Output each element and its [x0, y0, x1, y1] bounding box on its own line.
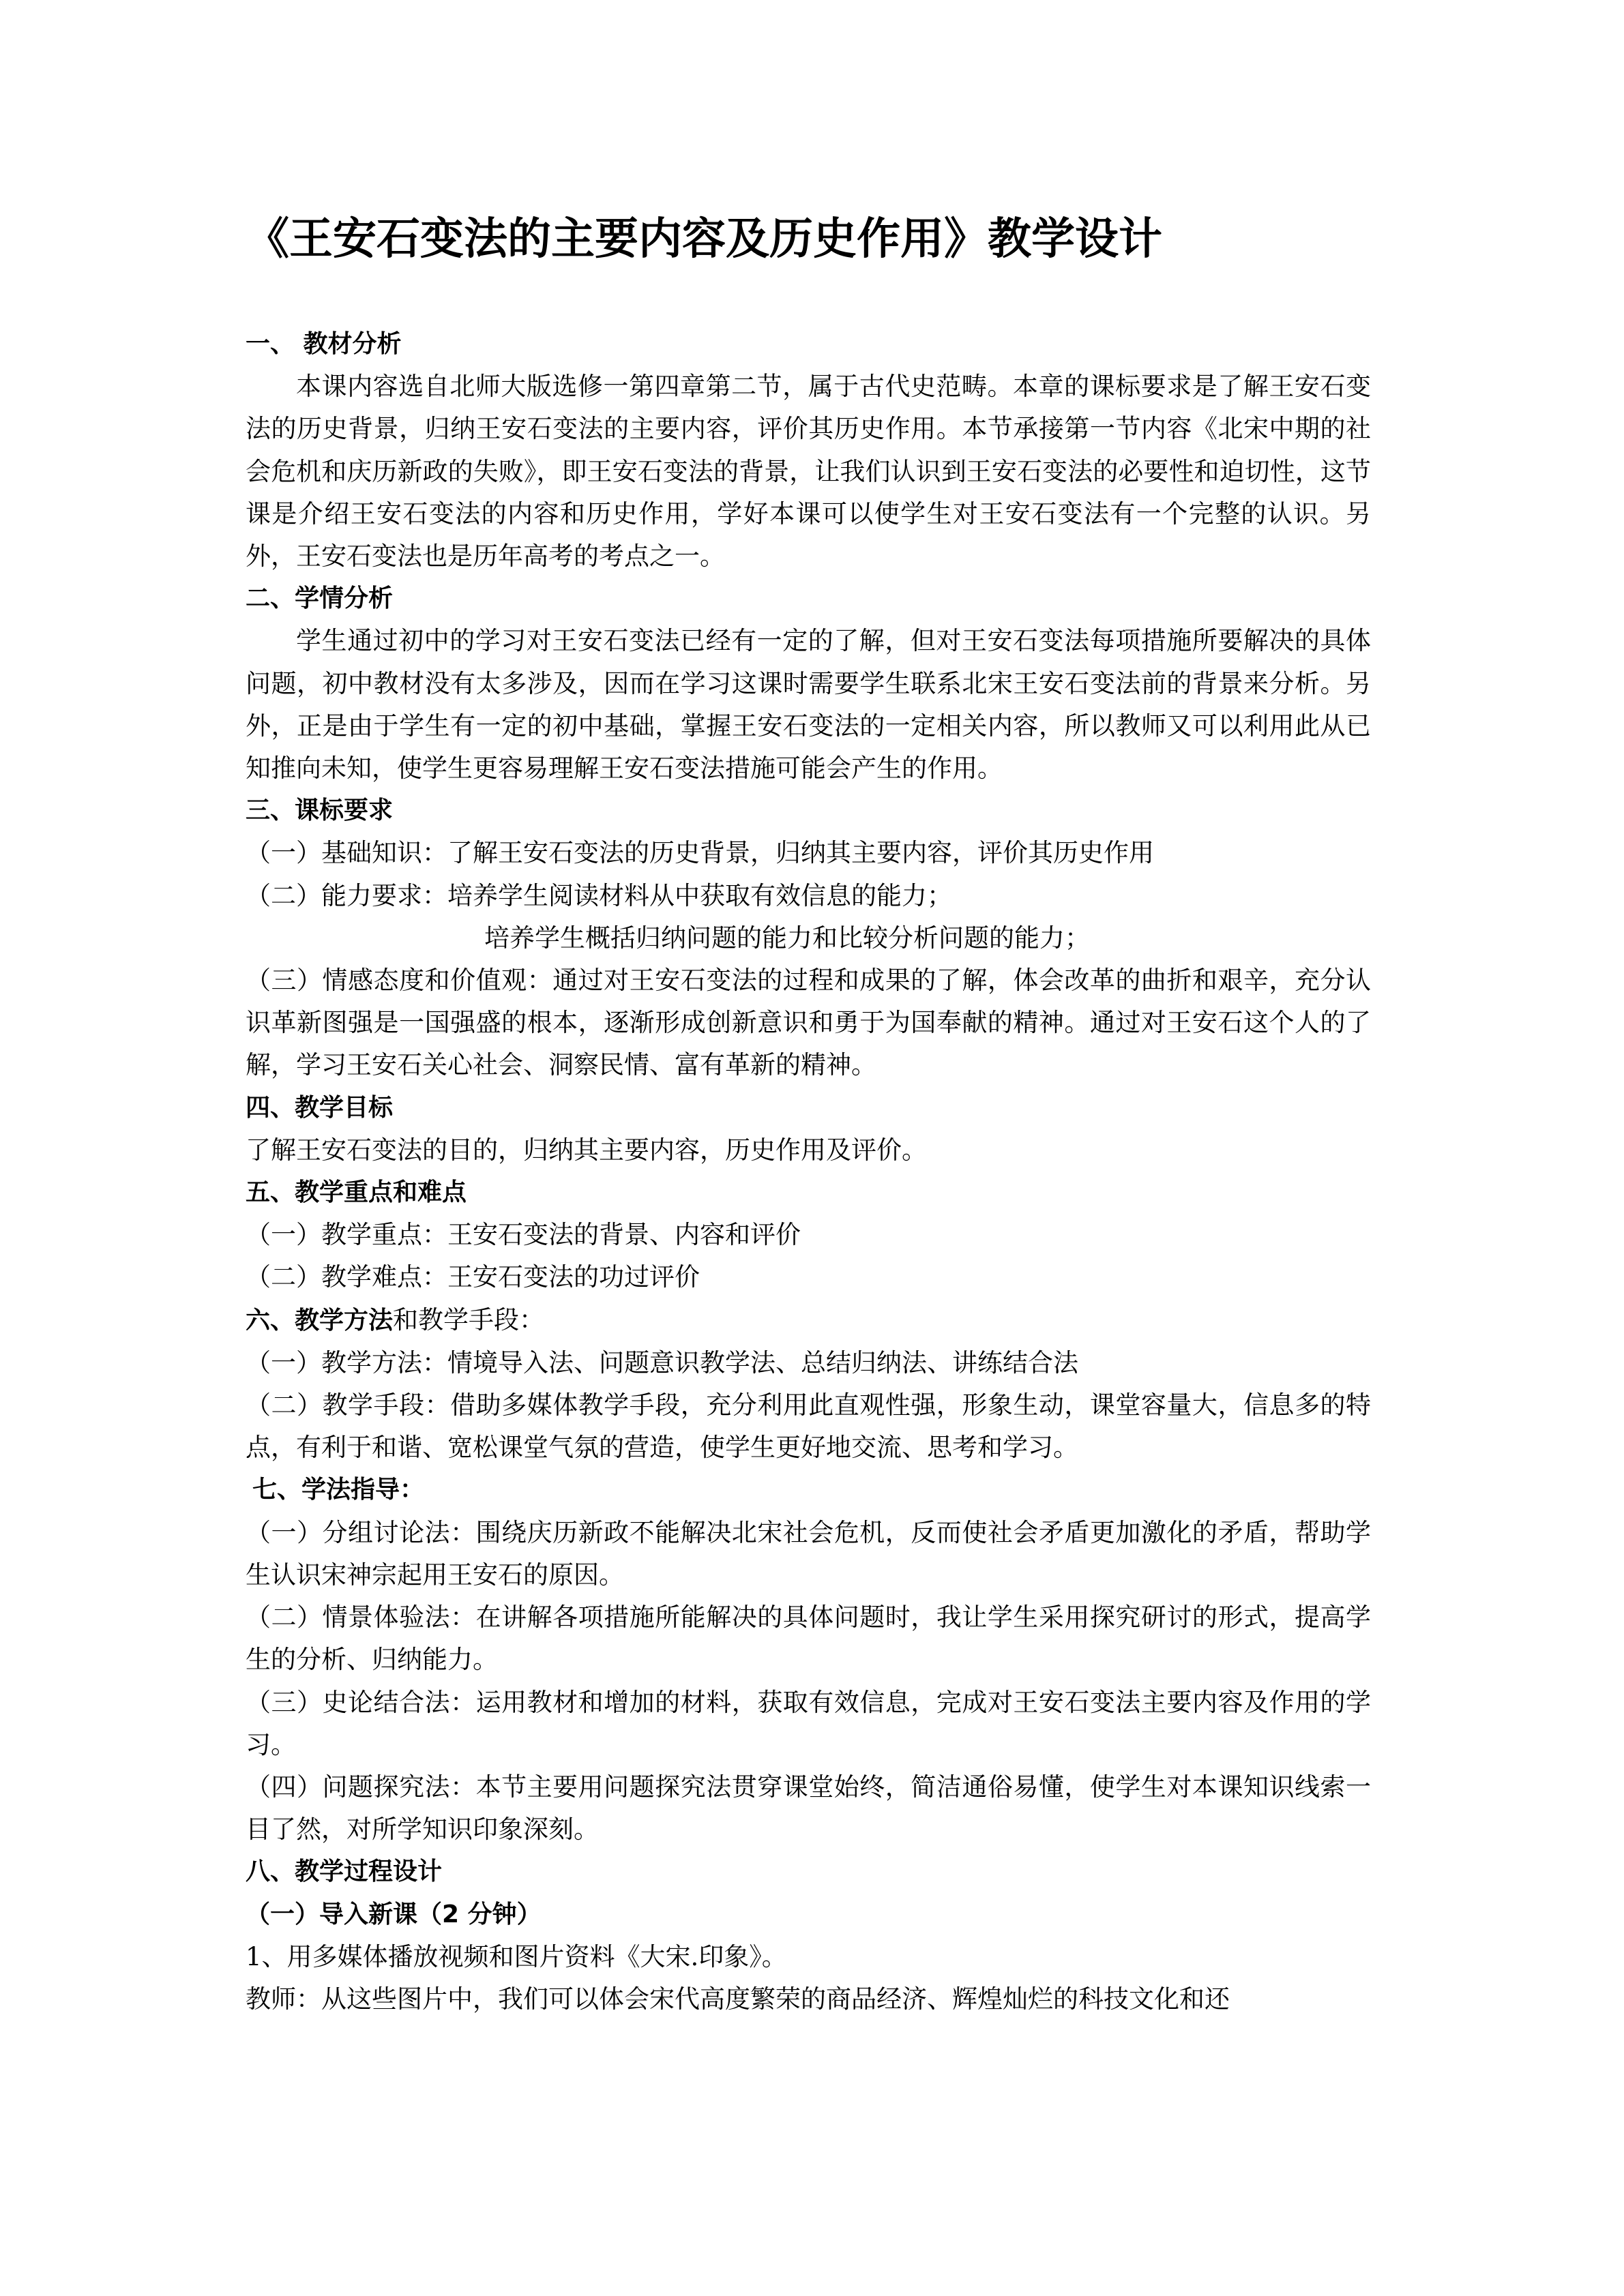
section-heading-teaching-process: 八、教学过程设计 — [246, 1858, 443, 1886]
study-method-problem-inquiry: （四）问题探究法：本节主要用问题探究法贯穿课堂始终，简洁通俗易懂，使学生对本课知识线索一目了然，对所学知识印象深刻。 — [246, 1772, 1371, 1845]
textbook-analysis-paragraph: 本课内容选自北师大版选修一第四章第二节，属于古代史范畴。本章的课标要求是了解王安石变法的历史背景，归纳王安石变法的主要内容，评价其历史作用。本节承接第一节内容《北宋中期的社会危机和庆历新政的失败》，即王安石变法的背景，让我们认识到王安石变法的必要性和迫切性，这节课是介绍王安石变法的内容和历史作用，学好本课可以使学生对王安石变法有一个完整的认识。另外，王安石变法也是历年高考的考点之一。 — [246, 372, 1371, 571]
section-heading-key-and-difficult-points: 五、教学重点和难点 — [246, 1178, 467, 1207]
teaching-process-introduction-heading: （一）导入新课（2 分钟） — [246, 1900, 542, 1928]
section-heading-textbook-analysis: 一、 教材分析 — [246, 330, 402, 358]
section-heading-teaching-objectives: 四、教学目标 — [246, 1093, 394, 1122]
curriculum-ability-requirement-continued: 培养学生概括归纳问题的能力和比较分析问题的能力； — [484, 923, 1090, 953]
study-method-scenario-experience: （二）情景体验法：在讲解各项措施所能解决的具体问题时，我让学生采用探究研讨的形式，提高学生的分析、归纳能力。 — [246, 1602, 1371, 1675]
teaching-methods-heading-rest: 和教学手段： — [393, 1304, 545, 1335]
document-body — [246, 323, 1371, 2021]
teaching-key-point: （一）教学重点：王安石变法的背景、内容和评价 — [246, 1220, 801, 1250]
curriculum-basic-knowledge: （一）基础知识：了解王安石变法的历史背景，归纳其主要内容，评价其历史作用 — [246, 838, 1154, 868]
curriculum-emotion-values: （三）情感态度和价值观：通过对王安石变法的过程和成果的了解，体会改革的曲折和艰辛，充分认识革新图强是一国强盛的根本，逐渐形成创新意识和勇于为国奉献的精神。通过对王安石这个人的了解，学习王安石关心社会、洞察民情、富有革新的精神。 — [246, 966, 1371, 1080]
teaching-objectives-paragraph: 了解王安石变法的目的，归纳其主要内容，历史作用及评价。 — [246, 1135, 927, 1165]
teaching-process-line-1: 1、用多媒体播放视频和图片资料《大宋.印象》。 — [246, 1941, 787, 1971]
curriculum-ability-requirement: （二）能力要求：培养学生阅读材料从中获取有效信息的能力； — [246, 880, 952, 910]
teaching-process-line-2: 教师：从这些图片中，我们可以体会宋代高度繁荣的商品经济、辉煌灿烂的科技文化和还 — [246, 1984, 1230, 2014]
teaching-methods-item: （一）教学方法：情境导入法、问题意识教学法、总结归纳法、讲练结合法 — [246, 1347, 1078, 1377]
section-heading-student-analysis: 二、学情分析 — [246, 584, 394, 613]
section-heading-curriculum-requirements: 三、课标要求 — [246, 796, 394, 825]
teaching-means-item: （二）教学手段：借助多媒体教学手段，充分利用此直观性强，形象生动，课堂容量大，信息多的特点，有利于和谐、宽松课堂气氛的营造，使学生更好地交流、思考和学习。 — [246, 1390, 1371, 1463]
section-heading-study-guidance: 七、学法指导： — [252, 1476, 425, 1504]
student-analysis-paragraph: 学生通过初中的学习对王安石变法已经有一定的了解，但对王安石变法每项措施所要解决的具体问题，初中教材没有太多涉及，因而在学习这课时需要学生联系北宋王安石变法前的背景来分析。另外，正是由于学生有一定的初中基础，掌握王安石变法的一定相关内容，所以教师又可以利用此从已知推向未知，使学生更容易理解王安石变法措施可能会产生的作用。 — [246, 626, 1371, 784]
section-heading-teaching-methods — [246, 1299, 1371, 1342]
study-method-history-theory: （三）史论结合法：运用教材和增加的材料，获取有效信息，完成对王安石变法主要内容及作用的学习。 — [246, 1687, 1371, 1759]
study-method-group-discussion: （一）分组讨论法：围绕庆历新政不能解决北宋社会危机，反而使社会矛盾更加激化的矛盾，帮助学生认识宋神宗起用王安石的原因。 — [246, 1517, 1371, 1590]
document-title: 《王安石变法的主要内容及历史作用》教学设计 — [246, 214, 1162, 265]
teaching-methods-heading-bold: 六、教学方法 — [246, 1306, 394, 1335]
teaching-difficult-point: （二）教学难点：王安石变法的功过评价 — [246, 1262, 700, 1292]
